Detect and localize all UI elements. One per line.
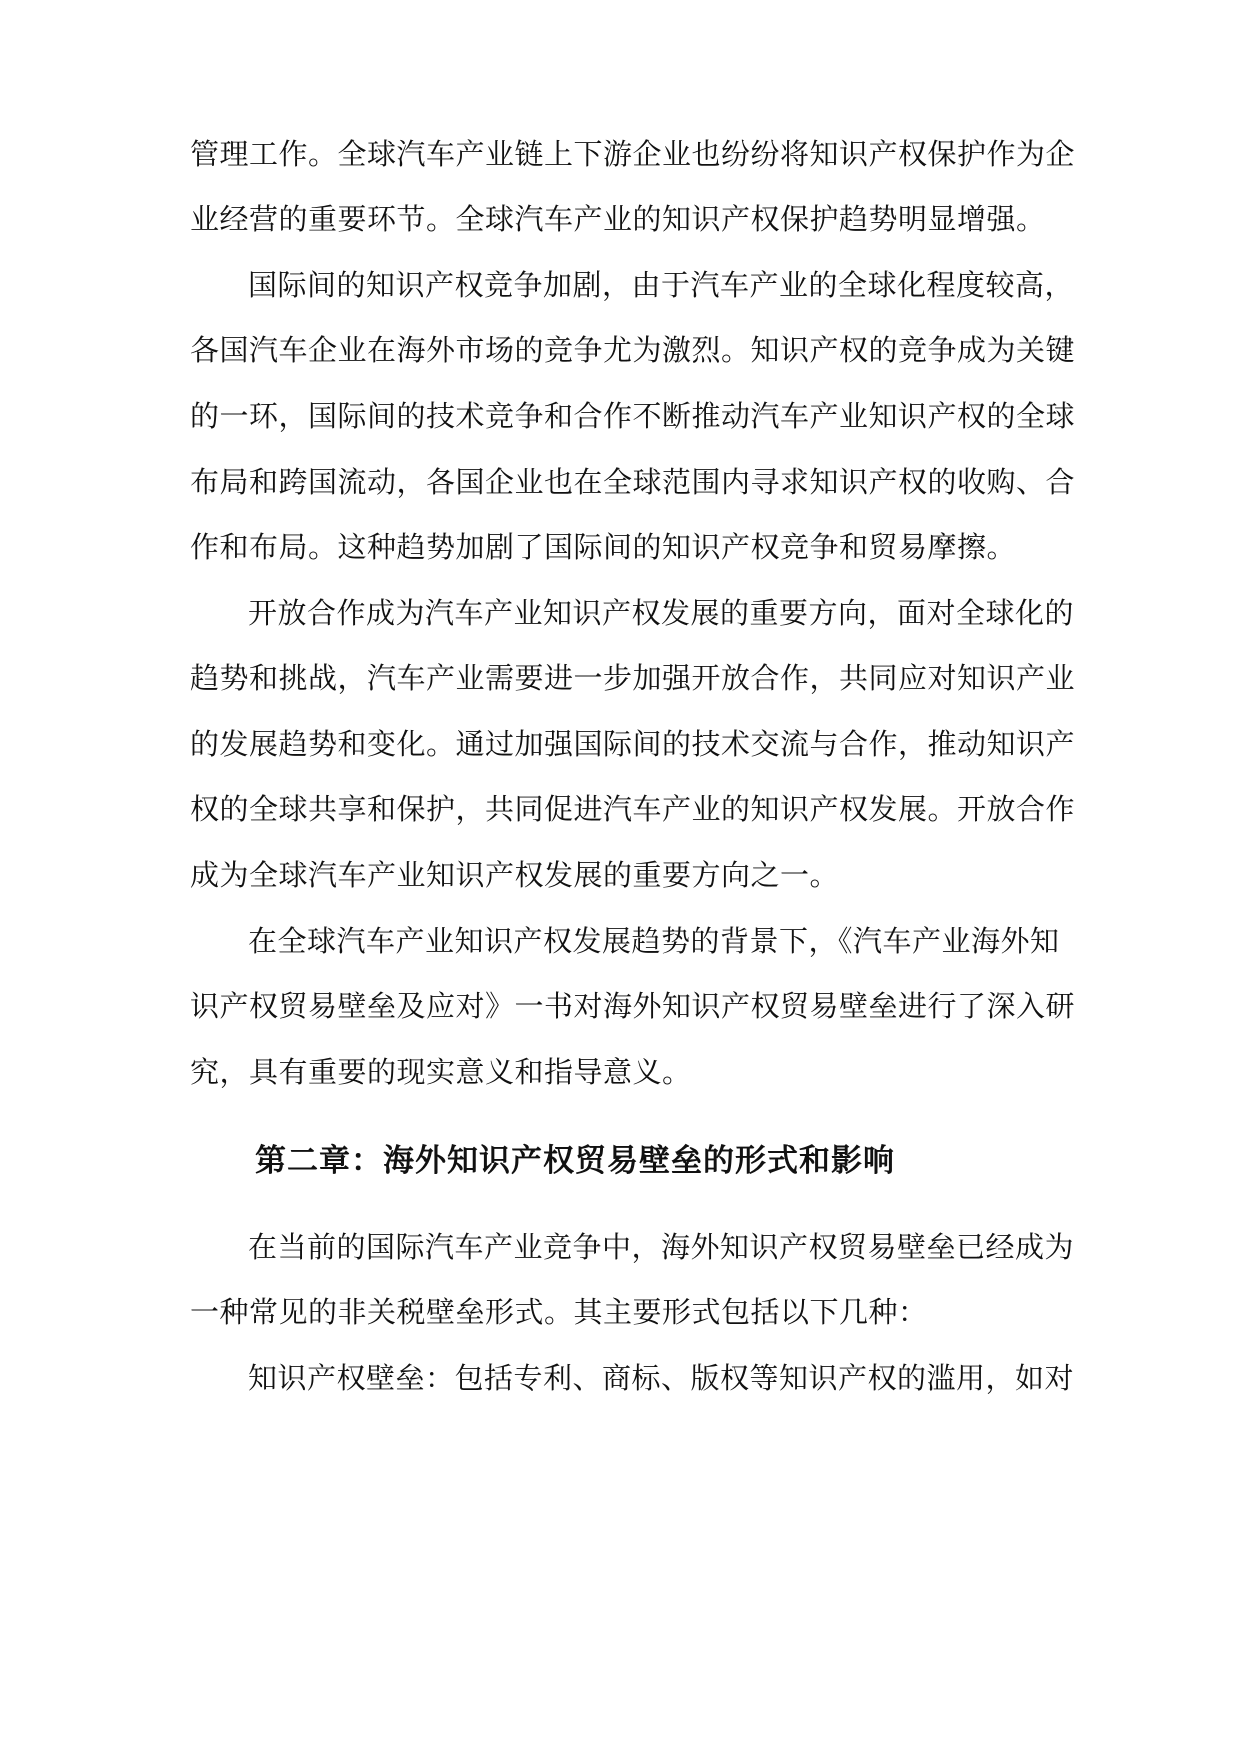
paragraph-3-line-1: 开放合作成为汽车产业知识产权发展的重要方向，面对全球化的 [248,596,1075,630]
paragraph-2-line-1: 国际间的知识产权竞争加剧，由于汽车产业的全球化程度较高， [248,268,1075,302]
paragraph-2-line-4: 布局和跨国流动，各国企业也在全球范围内寻求知识产权的收购、合 [190,465,1076,499]
paragraph-3-line-3: 的发展趋势和变化。通过加强国际间的技术交流与合作，推动知识产 [190,727,1076,761]
chapter-paragraph-1-line-2: 一种常见的非关税壁垒形式。其主要形式包括以下几种： [190,1295,928,1329]
paragraph-2-line-3: 的一环，国际间的技术竞争和合作不断推动汽车产业知识产权的全球 [190,399,1076,433]
paragraph-2-line-5: 作和布局。这种趋势加剧了国际间的知识产权竞争和贸易摩擦。 [190,530,1017,564]
chapter-paragraph-1-line-1: 在当前的国际汽车产业竞争中，海外知识产权贸易壁垒已经成为 [248,1230,1075,1264]
paragraph-3-line-4: 权的全球共享和保护，共同促进汽车产业的知识产权发展。开放合作 [190,792,1076,826]
paragraph-4-line-2: 识产权贸易壁垒及应对》一书对海外知识产权贸易壁垒进行了深入研 [190,989,1076,1023]
paragraph-3-line-2: 趋势和挑战，汽车产业需要进一步加强开放合作，共同应对知识产业 [190,661,1076,695]
chapter-paragraph-2-line-1: 知识产权壁垒：包括专利、商标、版权等知识产权的滥用，如对 [248,1361,1075,1395]
paragraph-3-line-5: 成为全球汽车产业知识产权发展的重要方向之一。 [190,858,840,892]
chapter-heading: 第二章：海外知识产权贸易壁垒的形式和影响 [255,1143,895,1179]
paragraph-4-line-3: 究，具有重要的现实意义和指导意义。 [190,1055,692,1089]
paragraph-1-line-2: 业经营的重要环节。全球汽车产业的知识产权保护趋势明显增强。 [190,202,1046,236]
paragraph-2-line-2: 各国汽车企业在海外市场的竞争尤为激烈。知识产权的竞争成为关键 [190,333,1076,367]
paragraph-4-line-1: 在全球汽车产业知识产权发展趋势的背景下，《汽车产业海外知 [248,924,1060,958]
paragraph-1-line-1: 管理工作。全球汽车产业链上下游企业也纷纷将知识产权保护作为企 [190,137,1076,171]
